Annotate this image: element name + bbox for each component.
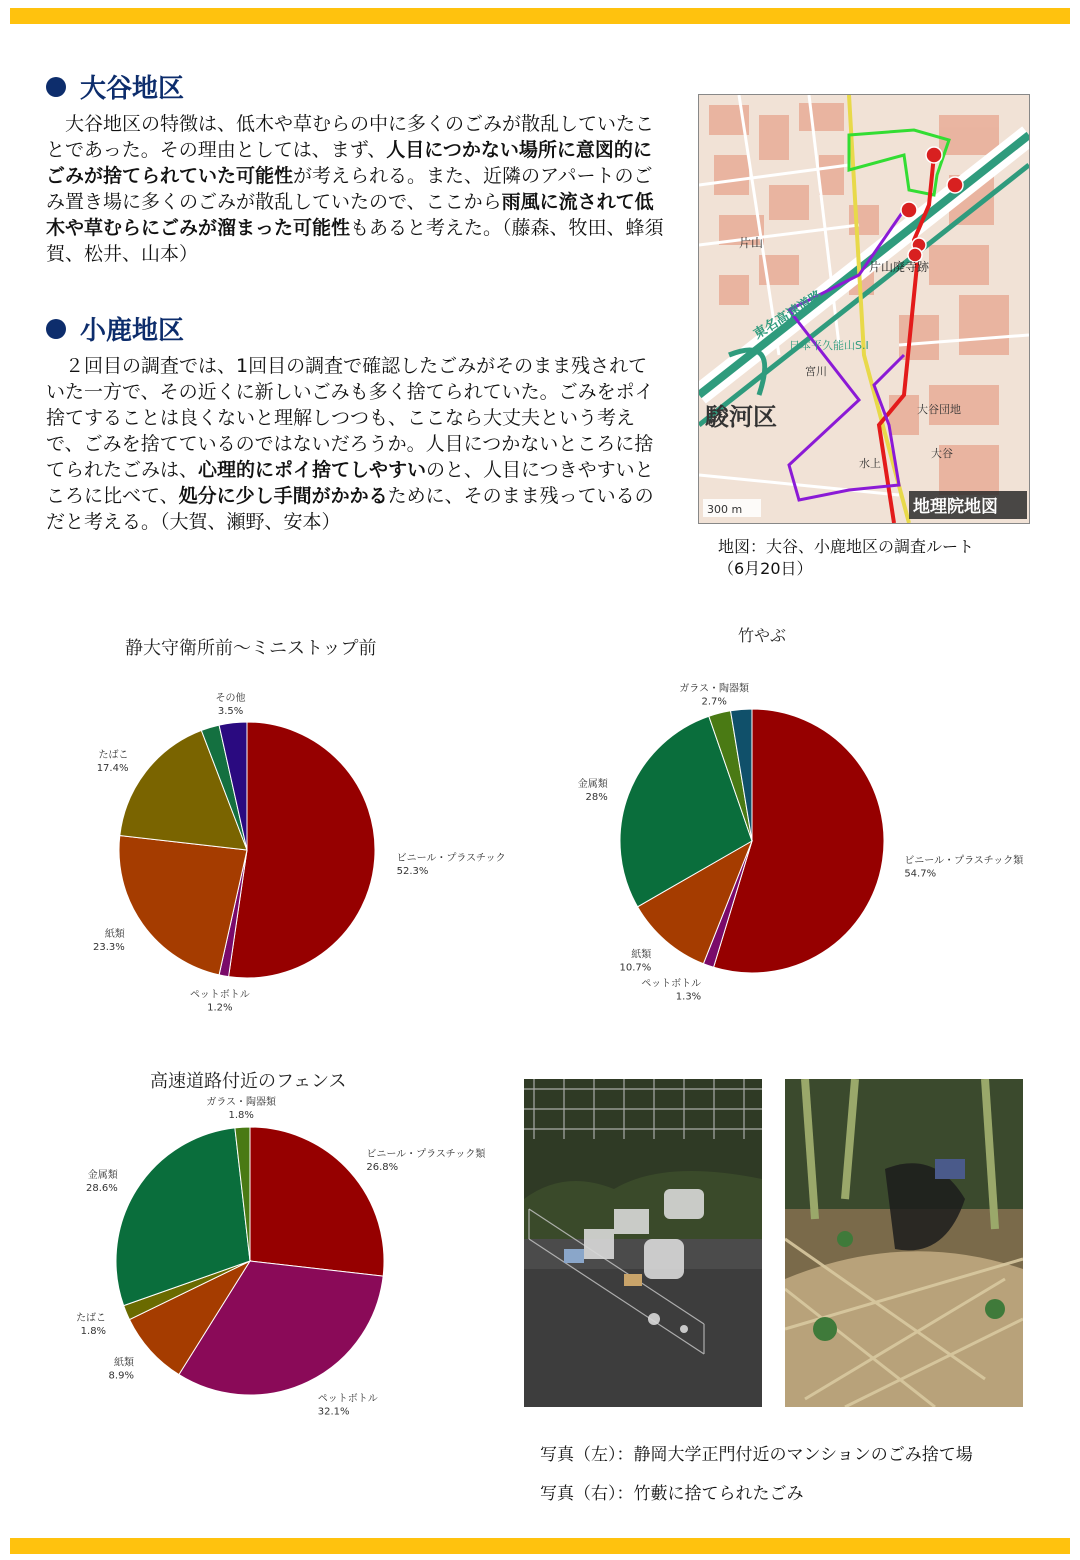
pie-label-name-2: 紙類 — [113, 1357, 134, 1369]
section-koshika-heading — [46, 310, 666, 347]
emphasis-run: 雨風に流されて低木や草むらにごみが溜まった可能性 — [46, 191, 654, 239]
photo-bamboo-grove — [785, 1079, 1023, 1407]
section-otani-heading — [46, 68, 666, 105]
pie-label-1 — [190, 989, 250, 1014]
survey-route-map — [698, 94, 1030, 524]
map-graphic — [699, 95, 1029, 523]
text-run: 大谷地区の特徴は、低木や草むらの中に多くのごみが散乱していたことであった。その理由としては、まず、 — [46, 113, 655, 161]
pie-label-name-3: 金属類 — [577, 779, 608, 791]
pie-label-name-3: たばこ — [76, 1313, 107, 1325]
pie-label-name-1: ペットボトル — [641, 978, 702, 990]
map-scale: 300 m — [707, 503, 743, 516]
section-otani-text — [46, 111, 666, 267]
pie-label-value-3: 17.4% — [96, 763, 129, 775]
map-label-mizukami: 水上 — [859, 457, 881, 470]
emphasis-run: 心理的にポイ捨てしやすい — [198, 459, 427, 481]
pie-label-3 — [578, 777, 608, 803]
section-otani-title: 大谷地区 — [80, 74, 185, 104]
section-koshika — [46, 310, 666, 535]
pie-label-2 — [109, 1355, 134, 1381]
pie-label-value-4: 2.7% — [701, 696, 727, 708]
pie-label-value-5: 1.8% — [228, 1110, 254, 1122]
pie-label-value-2: 23.3% — [93, 942, 125, 954]
pie-label-value-1: 1.3% — [675, 991, 702, 1000]
pie-label-value-0: 26.8% — [366, 1162, 399, 1174]
pie-label-5 — [216, 691, 246, 717]
map-label-otani: 大谷 — [931, 447, 953, 460]
pie-label-value-2: 8.9% — [108, 1370, 134, 1382]
pie-label-name-2: 紙類 — [104, 929, 125, 941]
section-koshika-text — [46, 353, 666, 535]
emphasis-run: 処分に少し手間がかかる — [178, 485, 388, 507]
map-caption-line1: 地図：大谷、小鹿地区の調査ルート — [718, 537, 975, 556]
pie-label-2 — [619, 947, 651, 973]
top-accent-bar — [10, 8, 1070, 24]
pie-label-4 — [679, 682, 749, 708]
text-run: ために、そのまま残っているのだと考える。（大賀、瀬野、安本） — [46, 485, 654, 533]
pie-label-name-4: 金属類 — [87, 1170, 118, 1182]
text-run: ２回目の調査では、1回目の調査で確認したごみがそのまま残されていた一方で、その近くに新しいごみも多く捨てられていた。ごみをポイ捨てすることは良くないと理解しつつも、ここなら大丈夫という考えで、ごみを捨てているのではないだろうか。人目につかないところに捨てられたごみは、 — [46, 355, 654, 481]
bullet-circle-icon — [46, 319, 66, 339]
pie-label-0 — [904, 854, 1023, 880]
map-brand: 地理院地図 — [913, 497, 998, 517]
text-run: のと、人目につきやすいところに比べて、 — [46, 459, 654, 507]
pie-label-value-5: 3.5% — [217, 705, 244, 717]
pie-label-value-3: 1.8% — [80, 1326, 107, 1338]
emphasis-run: 人目につかない場所に意図的にごみが捨てられていた可能性 — [46, 139, 652, 187]
pie-label-name-1: ペットボトル — [317, 1393, 378, 1405]
pie-label-3 — [97, 749, 129, 774]
pie-label-value-3: 28% — [585, 792, 608, 804]
photo-caption-left: 写真（左）：静岡大学正門付近のマンションのごみ捨て場 — [540, 1445, 973, 1465]
chart1-title: 静大守衛所前〜ミニストップ前 — [125, 638, 377, 659]
text-run: もあると考えた。（藤森、牧田、蜂須賀、松井、山本） — [46, 217, 664, 265]
section-otani — [46, 68, 666, 267]
pie-label-value-2: 10.7% — [619, 962, 652, 974]
pie-label-0 — [397, 852, 506, 877]
pie-label-3 — [76, 1312, 106, 1337]
pie-label-name-1: ペットボトル — [189, 989, 250, 1001]
pie-label-value-1: 1.2% — [207, 1002, 233, 1014]
pie-slice-0 — [229, 722, 375, 978]
chart3-title: 高速道路付近のフェンス — [150, 1071, 347, 1092]
map-label-expressway: 東名高速道路 — [751, 288, 826, 343]
map-label-katayama-ruins: 片山廃寺跡 — [869, 260, 930, 274]
photo-garbage-station — [524, 1079, 762, 1407]
pie-chart-1 — [70, 690, 540, 1020]
section-koshika-title: 小鹿地区 — [80, 316, 185, 346]
pie-label-name-0: ビニール・プラスチック類 — [366, 1149, 486, 1161]
pie-chart-2 — [570, 670, 1040, 1000]
pie-label-5 — [206, 1095, 276, 1121]
pie-label-1 — [641, 977, 701, 1000]
map-label-miyakawa: 宮川 — [805, 365, 827, 378]
pie-label-name-3: たばこ — [98, 750, 129, 762]
pie-label-name-5: その他 — [215, 692, 246, 704]
pie-label-name-2: 紙類 — [631, 949, 652, 961]
text-run: が考えられる。また、近隣のアパートのごみ置き場に多くのごみが散乱していたので、ここから — [46, 165, 653, 213]
map-label-otani-danchi: 大谷団地 — [917, 403, 961, 416]
pie-label-name-0: ビニール・プラスチック類 — [904, 855, 1024, 867]
pie-label-value-4: 28.6% — [85, 1183, 118, 1195]
pie-label-name-5: ガラス・陶器類 — [206, 1097, 277, 1109]
map-label-katayama: 片山 — [739, 236, 764, 250]
pie-label-value-1: 32.1% — [317, 1406, 350, 1418]
pie-label-1 — [318, 1393, 378, 1418]
bottom-accent-bar — [10, 1538, 1070, 1554]
pie-label-value-0: 52.3% — [396, 865, 429, 877]
bullet-circle-icon — [46, 77, 66, 97]
chart2-title: 竹やぶ — [738, 626, 787, 645]
pie-chart-3 — [60, 1095, 520, 1425]
photo-caption-right: 写真（右）：竹藪に捨てられたごみ — [540, 1484, 804, 1504]
pie-label-2 — [93, 927, 125, 953]
map-label-nihondaira: 日本平久能山S.I — [789, 339, 869, 352]
pie-label-0 — [366, 1147, 485, 1173]
pie-label-4 — [86, 1168, 118, 1194]
map-caption — [718, 536, 974, 580]
pie-label-name-0: ビニール・プラスチック — [396, 852, 506, 864]
pie-label-name-4: ガラス・陶器類 — [679, 683, 750, 695]
pie-slice-0 — [250, 1127, 384, 1276]
map-label-suruga: 駿河区 — [705, 403, 777, 431]
map-caption-line2: （6月20日） — [718, 559, 813, 578]
pie-label-value-0: 54.7% — [904, 868, 937, 880]
